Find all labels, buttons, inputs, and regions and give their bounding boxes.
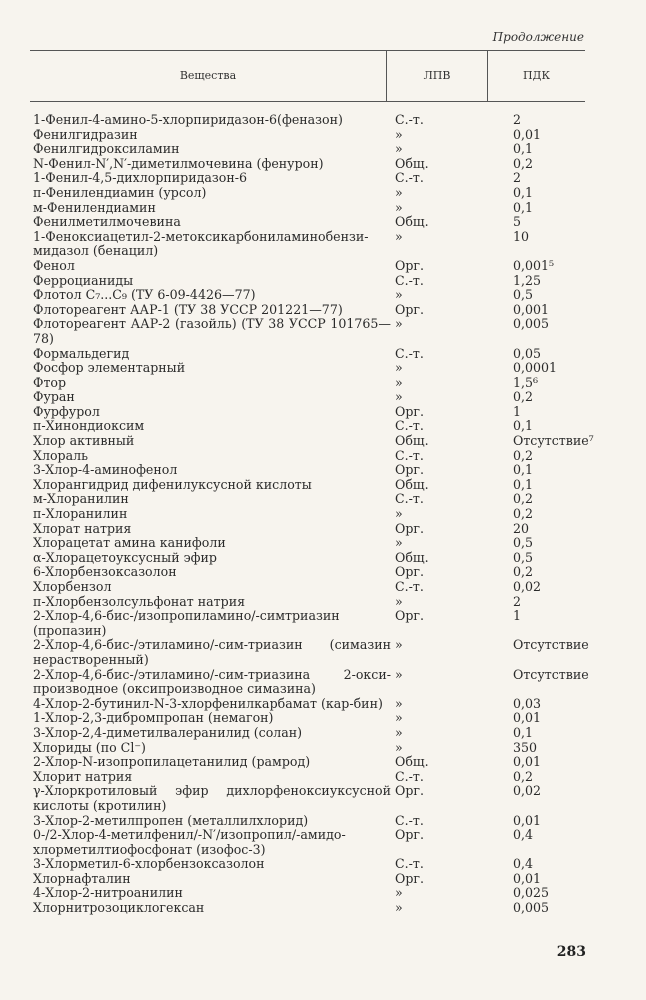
table-row [33,478,593,493]
lpv-value: » [395,360,403,376]
lpv-value: Общ. [395,433,429,449]
pdk-value: 350 [513,739,538,755]
lpv-value: » [395,374,403,390]
table-row [33,595,593,610]
substance-name: м-Хлоранилин [33,491,129,507]
table-body [33,113,593,916]
table-row [33,565,593,580]
lpv-value: Орг. [395,462,424,478]
lpv-value: » [395,184,403,200]
substance-name: Флотол C₇...C₉ (ТУ 6-09-4426—77) [33,287,256,303]
header-substances: Вещества [179,69,237,82]
substance-name: N-Фенил-N′,N′-диметилмочевина (фенурон) [33,155,324,171]
substance-name: Флотореагент ААР-2 (газойль) (ТУ 38 УССР 101765—78) [33,316,391,346]
table-row [33,434,593,449]
lpv-value: » [395,535,403,551]
lpv-value: Общ. [395,476,429,492]
table-header [30,50,585,102]
table-row [33,609,593,638]
pdk-value: 5 [513,214,522,230]
substance-name: Ферроцианиды [33,272,134,288]
pdk-value: 0,03 [513,695,542,711]
table-row [33,580,593,595]
substance-name: п-Хлорбензолсульфонат натрия [33,593,246,609]
pdk-value: 10 [513,228,530,244]
substance-name: 1-Феноксиацетил-2-метоксикарбониламинобензи-мидазол (бенацил) [33,228,369,259]
lpv-value: С.-т. [395,856,424,872]
lpv-value: Орг. [395,783,424,799]
pdk-value: 0,001⁵ [513,257,555,273]
table-row [33,551,593,566]
lpv-value: С.-т. [395,170,424,186]
lpv-value: Орг. [395,520,424,536]
substance-name: Фенилгидроксиламин [33,141,180,157]
pdk-value: 0,2 [513,155,534,171]
substance-name: 2-Хлор-4,6-бис-/этиламино/-сим-триазин (симазин нерастворенный) [33,637,391,667]
lpv-value: Общ. [395,754,429,770]
substance-name: п-Фенилендиамин (урсол) [33,184,207,200]
lpv-value: » [395,710,403,726]
table-row [33,128,593,143]
pdk-value: 0,01 [513,870,542,886]
lpv-value: Орг. [395,301,424,317]
lpv-value: » [395,506,403,522]
table-row [33,215,593,230]
table-row [33,638,593,667]
lpv-value: » [395,885,403,901]
pdk-value: 0,5 [513,535,534,551]
pdk-value: 1,5⁶ [513,374,539,390]
header-pdk: ПДК [522,69,551,82]
pdk-value: 2 [513,112,522,127]
lpv-value: С.-т. [395,272,424,288]
table-row [33,113,593,128]
pdk-value: 0,1 [513,418,534,434]
pdk-value: 0,2 [513,389,534,405]
pdk-value: 0,05 [513,345,542,361]
substance-name: 3-Хлор-2-метилпропен (металлилхлорид) [33,812,309,828]
substance-name: 0-/2-Хлор-4-метилфенил/-N′/изопропил/-амидо-хлорметилтиофосфонат (изофос-3) [33,827,346,857]
pdk-value: 0,1 [513,184,534,200]
lpv-value: » [395,389,403,405]
lpv-value: Общ. [395,155,429,171]
pdk-value: 0,005 [513,900,550,916]
pdk-value: 0,2 [513,491,534,507]
pdk-value: 0,025 [513,885,550,901]
substance-name: Фенол [33,257,75,273]
pdk-value: 0,0001 [513,360,558,376]
substance-name: 2-Хлор-4,6-бис-/этиламино/-сим-триазина 2-окси-производное (оксипроизводное симазина) [33,666,391,697]
lpv-value: С.-т. [395,112,424,127]
lpv-value: » [395,141,403,157]
substance-name: Хлораль [33,447,88,463]
substance-name: Фурфурол [33,403,100,419]
table-row [33,770,593,785]
table-row [33,814,593,829]
table-row [33,668,593,697]
pdk-value: 0,02 [513,783,542,799]
substance-name: 2-Хлор-N-изопропилацетанилид (рамрод) [33,754,311,770]
substance-name: Фосфор элементарный [33,360,186,376]
table-row [33,376,593,391]
table-row [33,726,593,741]
pdk-value: 0,2 [513,447,534,463]
lpv-value: Орг. [395,827,424,843]
pdk-value: 0,01 [513,812,542,828]
table-row [33,536,593,551]
substance-name: 2-Хлор-4,6-бис-/изопропиламино/-симтриазин (пропазин) [33,608,340,638]
substance-name: Хлорат натрия [33,520,132,536]
pdk-value: 0,5 [513,549,534,565]
lpv-value: » [395,316,403,332]
table-row [33,463,593,478]
table-row [33,303,593,318]
substance-name: 4-Хлор-2-бутинил-N-3-хлорфенилкарбамат (кар-бин) [33,695,383,711]
table-row [33,711,593,726]
substance-name: Хлорбензол [33,579,112,594]
substance-name: Формальдегид [33,345,130,361]
substance-name: Хлорнитрозоциклогексан [33,900,205,916]
table-row [33,886,593,901]
lpv-value: Общ. [395,214,429,230]
pdk-value: 20 [513,520,530,536]
pdk-value: 0,4 [513,827,534,843]
table-row [33,171,593,186]
lpv-value: » [395,228,403,244]
table-row [33,347,593,362]
pdk-value: 0,02 [513,579,542,594]
table-row [33,697,593,712]
substance-name: 3-Хлор-4-аминофенол [33,462,178,478]
substance-name: Фтор [33,374,67,390]
substance-name: 1-Фенил-4-амино-5-хлорпиридазон-6(феназон) [33,112,343,127]
pdk-value: 0,01 [513,754,542,770]
lpv-value: » [395,900,403,916]
table-row [33,492,593,507]
substance-name: 1-Хлор-2,3-дибромпропан (немагон) [33,710,274,726]
table-row [33,186,593,201]
pdk-value: 0,2 [513,564,534,580]
table-row [33,157,593,172]
pdk-value: Отсутствие [513,637,589,653]
pdk-value: Отсутствие [513,666,589,682]
lpv-value: » [395,666,403,682]
lpv-value: » [395,126,403,142]
lpv-value: » [395,739,403,755]
pdk-value: 0,4 [513,856,534,872]
pdk-value: 2 [513,593,522,609]
pdk-value: 1,25 [513,272,542,288]
substance-name: 3-Хлор-2,4-диметилвалеранилид (солан) [33,724,303,740]
lpv-value: С.-т. [395,345,424,361]
pdk-value: 0,01 [513,126,542,142]
table-row [33,288,593,303]
table-row [33,507,593,522]
lpv-value: Общ. [395,549,429,565]
pdk-value: Отсутствие⁷ [513,433,594,449]
table-row [33,230,593,259]
pdk-value: 0,2 [513,768,534,784]
lpv-value: » [395,593,403,609]
substance-name: Хлориды (по Cl⁻) [33,739,146,755]
substance-name: Хлорангидрид дифенилуксусной кислоты [33,476,312,492]
table-row [33,901,593,916]
table-row [33,201,593,216]
table-row [33,522,593,537]
table-row [33,361,593,376]
lpv-value: » [395,695,403,711]
table-row [33,449,593,464]
lpv-value: » [395,724,403,740]
table-row [33,784,593,813]
substance-name: Фенилметилмочевина [33,214,181,230]
pdk-value: 0,1 [513,462,534,478]
pdk-value: 2 [513,170,522,186]
substance-name: п-Хинондиоксим [33,418,145,434]
table-row [33,828,593,857]
substance-name: 3-Хлорметил-6-хлорбензоксазолон [33,856,265,872]
substance-name: Фенилгидразин [33,126,138,142]
lpv-value: Орг. [395,403,424,419]
substance-name: α-Хлорацетоуксусный эфир [33,549,217,565]
table-row [33,259,593,274]
table-row [33,317,593,346]
continuation-label: Продолжение [492,30,584,44]
table-row [33,419,593,434]
substance-name: Хлорнафталин [33,870,131,886]
pdk-value: 0,01 [513,710,542,726]
pdk-value: 0,1 [513,476,534,492]
pdk-value: 0,1 [513,199,534,215]
lpv-value: Орг. [395,257,424,273]
lpv-value: Орг. [395,608,424,624]
substance-name: 1-Фенил-4,5-дихлорпиридазон-6 [33,170,248,186]
table-row [33,142,593,157]
substance-name: 4-Хлор-2-нитроанилин [33,885,183,901]
pdk-value: 0,005 [513,316,550,332]
table-row [33,390,593,405]
lpv-value: С.-т. [395,447,424,463]
substance-name: Хлор активный [33,433,135,449]
table-row [33,872,593,887]
table-row [33,741,593,756]
pdk-value: 0,001 [513,301,550,317]
lpv-value: С.-т. [395,812,424,828]
table-row [33,274,593,289]
lpv-value: С.-т. [395,579,424,594]
lpv-value: » [395,637,403,653]
substance-name: γ-Хлоркротиловый эфир дихлорфеноксиуксусной кислоты (кротилин) [33,783,391,813]
lpv-value: » [395,287,403,303]
substance-name: Фуран [33,389,75,405]
substance-name: п-Хлоранилин [33,506,128,522]
pdk-value: 0,5 [513,287,534,303]
substance-name: 6-Хлорбензоксазолон [33,564,177,580]
lpv-value: С.-т. [395,491,424,507]
substance-name: Хлорацетат амина канифоли [33,535,226,551]
lpv-value: С.-т. [395,768,424,784]
lpv-value: Орг. [395,564,424,580]
table-row [33,857,593,872]
lpv-value: » [395,199,403,215]
substance-name: Хлорит натрия [33,768,133,784]
pdk-value: 0,1 [513,724,534,740]
pdk-value: 1 [513,608,522,624]
lpv-value: Орг. [395,870,424,886]
substance-name: м-Фенилендиамин [33,199,156,215]
header-lpv: ЛПВ [423,69,451,82]
substance-name: Флотореагент ААР-1 (ТУ 38 УССР 201221—77) [33,301,343,317]
pdk-value: 0,1 [513,141,534,157]
pdk-value: 1 [513,403,522,419]
table-row [33,405,593,420]
pdk-value: 0,2 [513,506,534,522]
lpv-value: С.-т. [395,418,424,434]
page-number: 283 [556,944,586,960]
table-row [33,755,593,770]
